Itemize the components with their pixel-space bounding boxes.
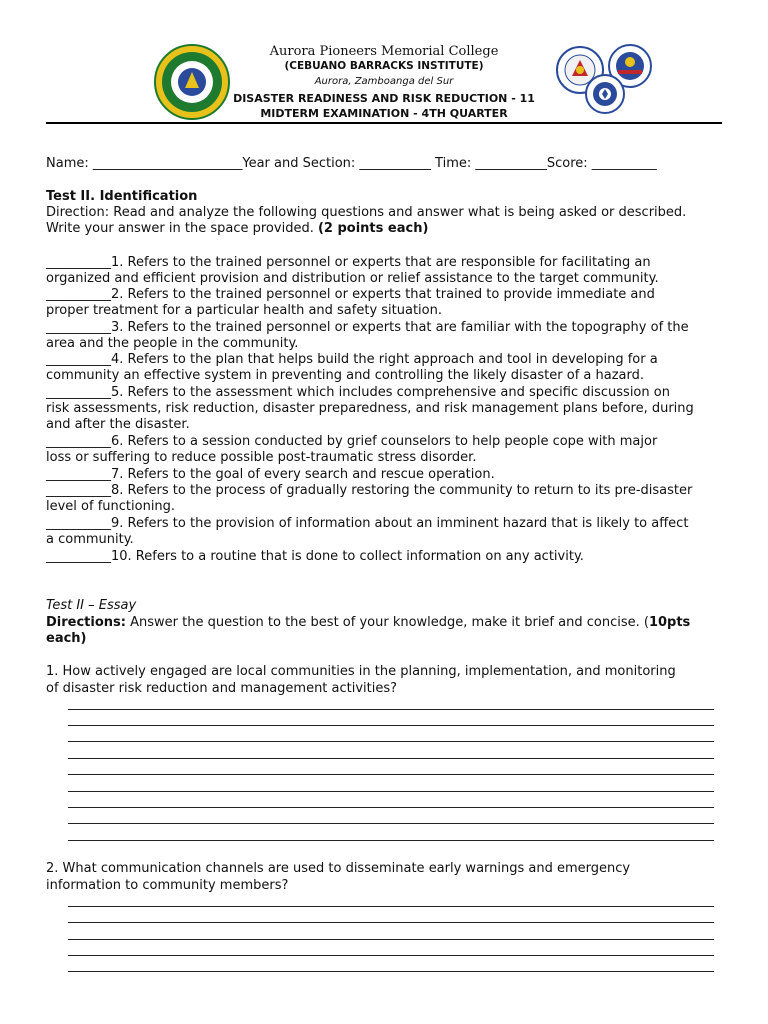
answer-line[interactable] xyxy=(68,741,714,742)
question-line: community an effective system in preventing and controlling the likely disaster of a hazard. xyxy=(46,368,644,383)
student-info-line: Name: _______________________Year and Section: ___________ Time: ___________Score: __________ xyxy=(46,156,657,171)
identification-direction-1: Direction: Read and analyze the following questions and answer what is being asked or described. xyxy=(46,205,687,220)
exam-header xyxy=(0,0,768,124)
answer-line[interactable] xyxy=(68,725,714,726)
answer-line[interactable] xyxy=(68,758,714,759)
question-line: __________1. Refers to the trained personnel or experts that are responsible for facilitating an xyxy=(46,255,651,270)
question-line: __________3. Refers to the trained personnel or experts that are familiar with the topography of the xyxy=(46,320,689,335)
question-line: proper treatment for a particular health and safety situation. xyxy=(46,303,442,318)
question-line: __________8. Refers to the process of gradually restoring the community to return to its pre-disaster xyxy=(46,483,693,498)
question-line: __________4. Refers to the plan that helps build the right approach and tool in developing for a xyxy=(46,352,658,367)
answer-line[interactable] xyxy=(68,922,714,923)
answer-line[interactable] xyxy=(68,906,714,907)
question-line: risk assessments, risk reduction, disaster preparedness, and risk management plans before, during xyxy=(46,401,694,416)
question-line: __________7. Refers to the goal of every search and rescue operation. xyxy=(46,467,495,482)
question-line: __________9. Refers to the provision of information about an imminent hazard that is likely to affect xyxy=(46,516,689,531)
essay-question-1-line-1: 1. How actively engaged are local communities in the planning, implementation, and monitoring xyxy=(46,664,676,679)
answer-line[interactable] xyxy=(68,939,714,940)
question-line: __________6. Refers to a session conducted by grief counselors to help people cope with major xyxy=(46,434,658,449)
school-location: Aurora, Zamboanga del Sur xyxy=(314,76,454,87)
test-identification-title: Test II. Identification xyxy=(46,189,198,204)
college-name: Aurora Pioneers Memorial College xyxy=(269,44,499,59)
exam-title: MIDTERM EXAMINATION - 4TH QUARTER xyxy=(260,107,508,120)
question-line: level of functioning. xyxy=(46,499,176,514)
header-divider xyxy=(46,122,722,124)
answer-line[interactable] xyxy=(68,791,714,792)
essay-directions: Directions: Answer the question to the best of your knowledge, make it brief and concise. (10pts xyxy=(46,615,691,630)
institute-name: (CEBUANO BARRACKS INSTITUTE) xyxy=(284,60,484,72)
essay-title: Test II – Essay xyxy=(46,598,137,613)
answer-line[interactable] xyxy=(68,840,714,841)
question-line: organized and efficient provision and distribution or relief assistance to the target community. xyxy=(46,271,659,286)
question-line: __________2. Refers to the trained personnel or experts that trained to provide immediate and xyxy=(46,287,655,302)
essay-question-2-line-2: information to community members? xyxy=(46,878,289,893)
answer-line[interactable] xyxy=(68,823,714,824)
question-line: a community. xyxy=(46,532,134,547)
question-line: __________5. Refers to the assessment which includes comprehensive and specific discussion on xyxy=(46,385,670,400)
answer-line[interactable] xyxy=(68,709,714,710)
essay-question-2-line-1: 2. What communication channels are used to disseminate early warnings and emergency xyxy=(46,861,631,876)
question-line: loss or suffering to reduce possible post-traumatic stress disorder. xyxy=(46,450,477,465)
question-line: area and the people in the community. xyxy=(46,336,299,351)
identification-direction-2: Write your answer in the space provided. (2 points each) xyxy=(46,221,429,236)
essay-points-suffix: each) xyxy=(46,631,87,646)
question-line: and after the disaster. xyxy=(46,417,190,432)
tesda-seal-logo xyxy=(585,74,625,114)
subject-title: DISASTER READINESS AND RISK REDUCTION - 11 xyxy=(233,92,535,105)
answer-line[interactable] xyxy=(68,807,714,808)
answer-line[interactable] xyxy=(68,955,714,956)
answer-line[interactable] xyxy=(68,971,714,972)
essay-question-1-line-2: of disaster risk reduction and management activities? xyxy=(46,681,398,696)
question-line: __________10. Refers to a routine that is done to collect information on any activity. xyxy=(46,549,584,564)
answer-line[interactable] xyxy=(68,774,714,775)
